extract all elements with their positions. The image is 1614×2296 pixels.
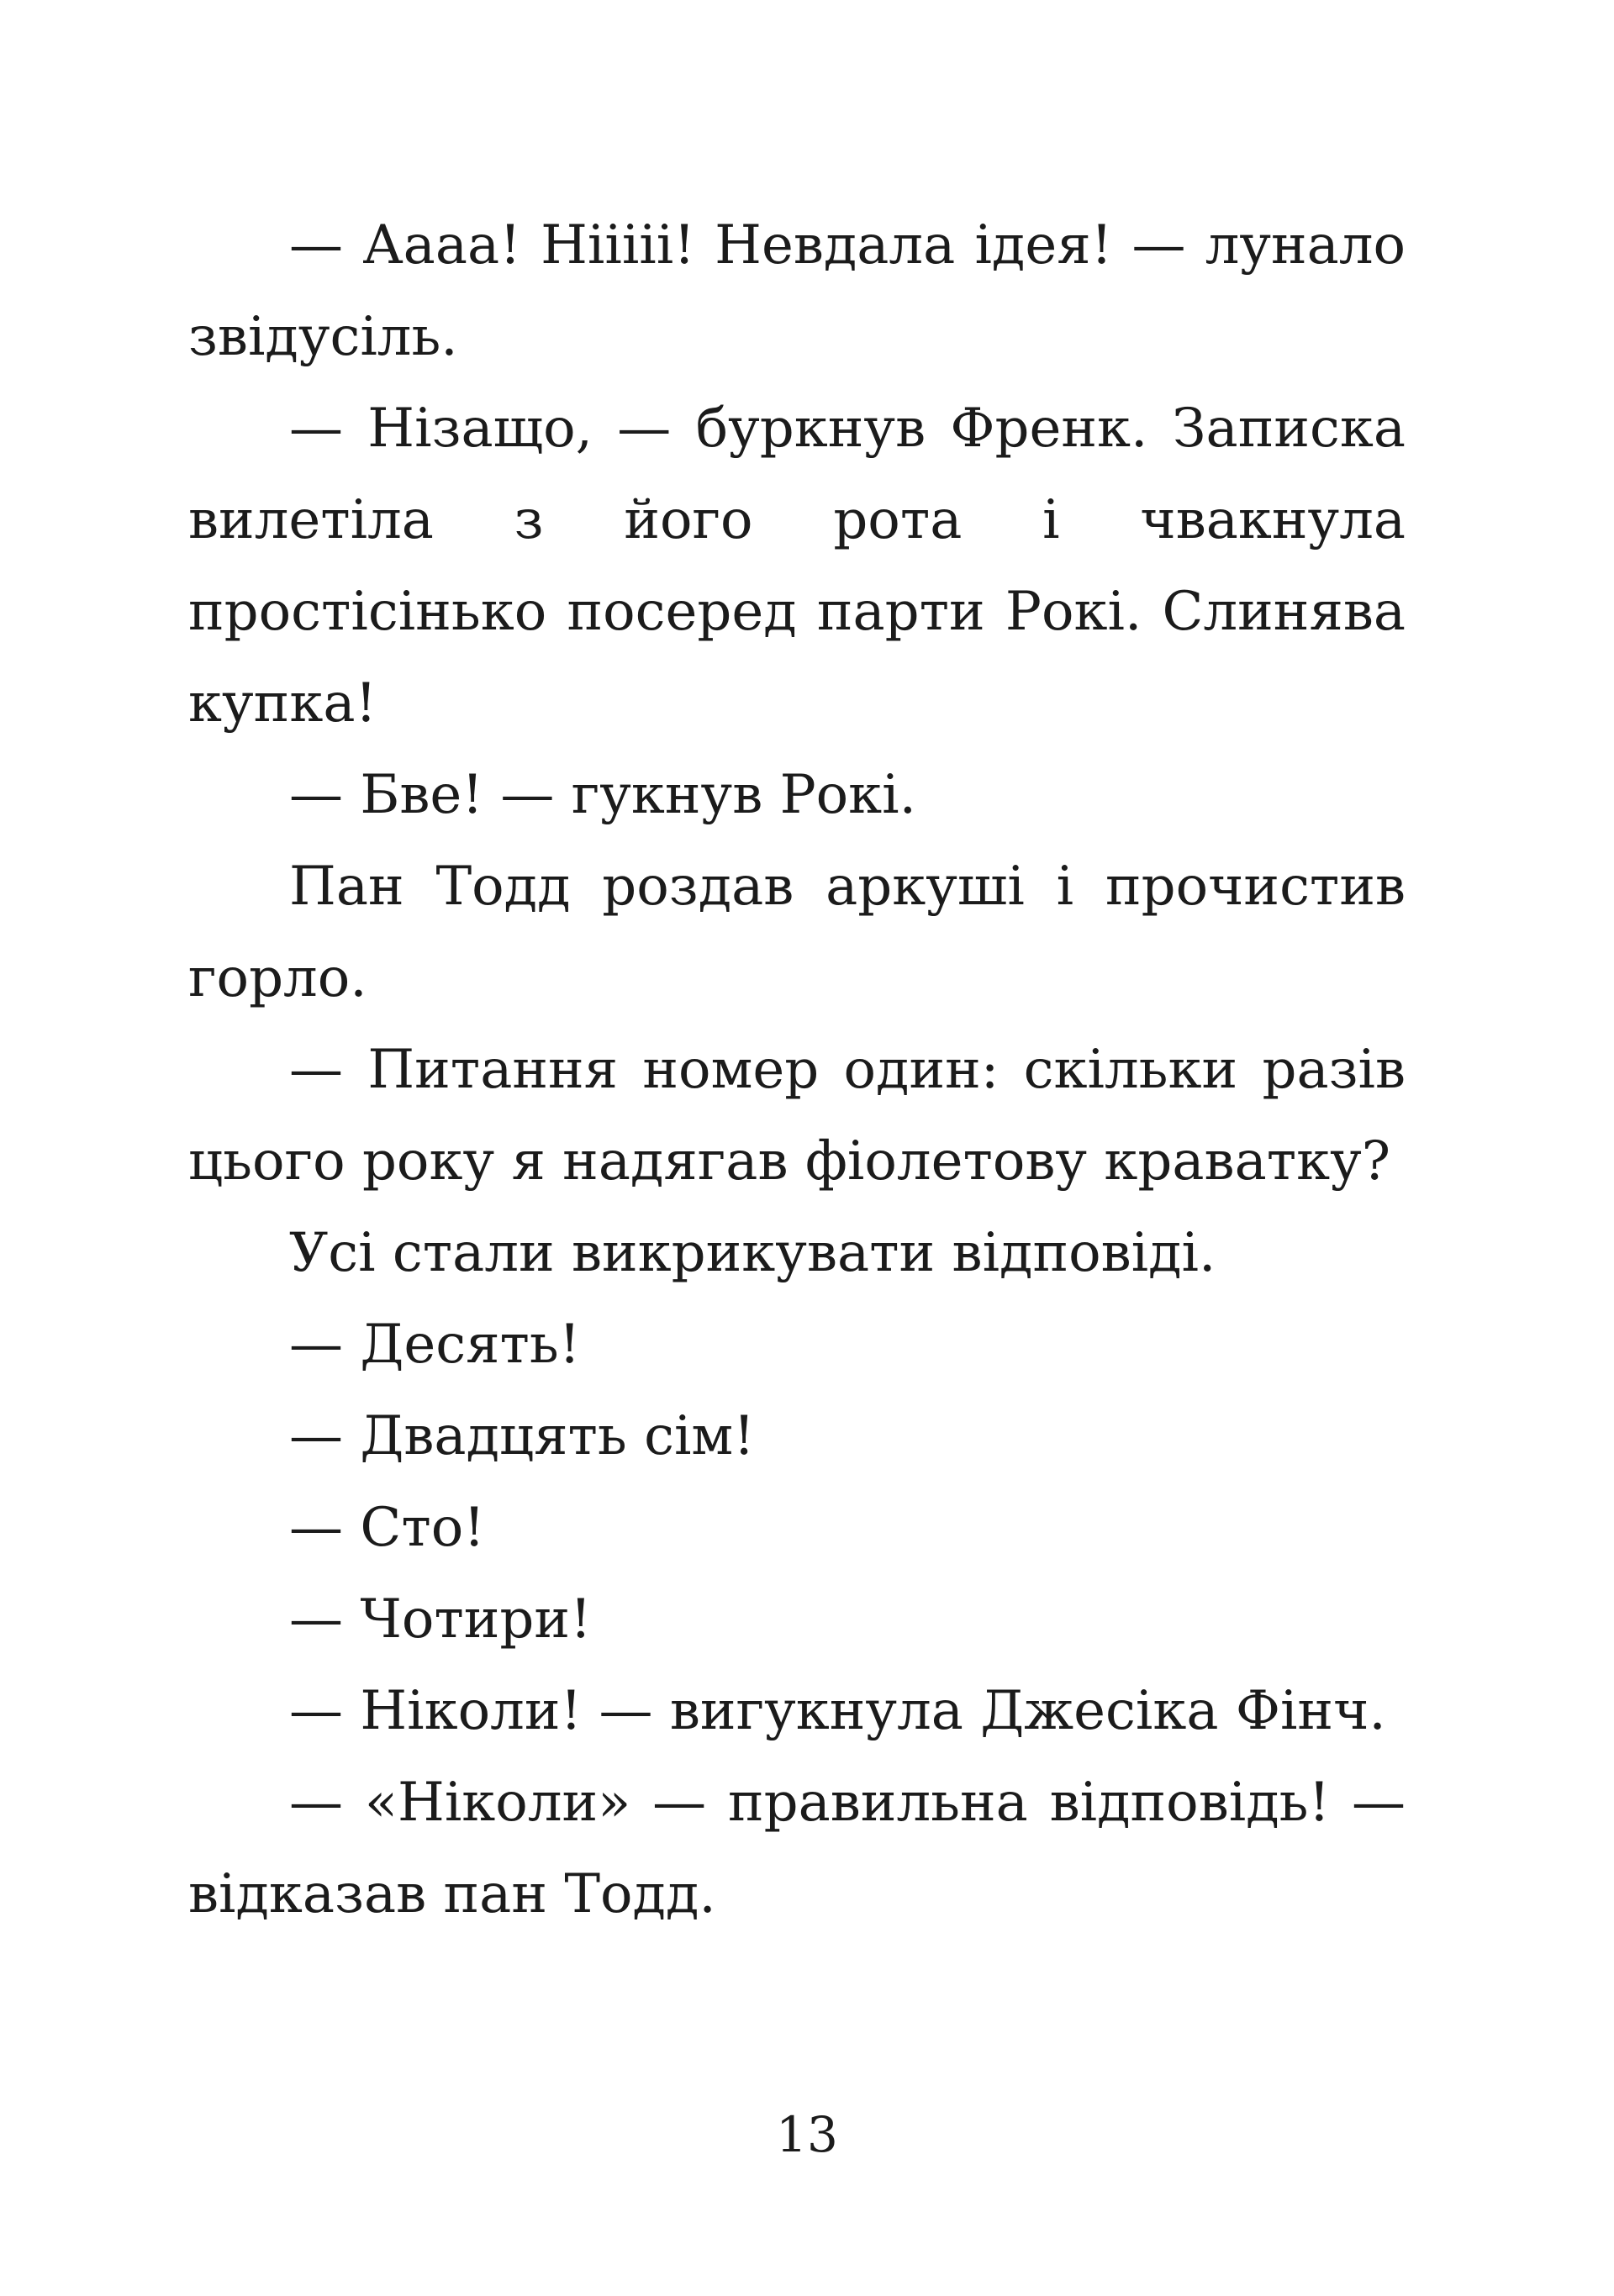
paragraph: — Нізащо, — буркнув Френк. Записка вилетіла з його рота і чвакнула простісінько посеред парти Рокі. Слинява купка! [188, 398, 1406, 735]
paragraph: — Ніколи! — вигукнула Джесіка Фінч. [289, 1680, 1386, 1742]
body-text [188, 200, 1406, 1941]
paragraph: — Двадцять сім! [289, 1405, 755, 1467]
paragraph: — Сто! [289, 1497, 485, 1559]
paragraph: — Аааа! Нііііі! Невдала ідея! — лунало звідусіль. [188, 214, 1406, 368]
paragraph: — Десять! [289, 1314, 581, 1376]
paragraph: Усі стали викрикувати відповіді. [289, 1222, 1216, 1284]
paragraph: — Питання номер один: скільки разів цього року я надягав фіолетову краватку? [188, 1039, 1406, 1193]
paragraph: — Бве! — гукнув Рокі. [289, 764, 916, 826]
paragraph: Пан Тодд роздав аркуші і прочистив горло. [188, 856, 1406, 1009]
paragraph: — «Ніколи» — правильна відповідь! — відказав пан Тодд. [188, 1772, 1406, 1925]
page-number: 13 [776, 2106, 838, 2163]
paragraph: — Чотири! [289, 1588, 592, 1651]
